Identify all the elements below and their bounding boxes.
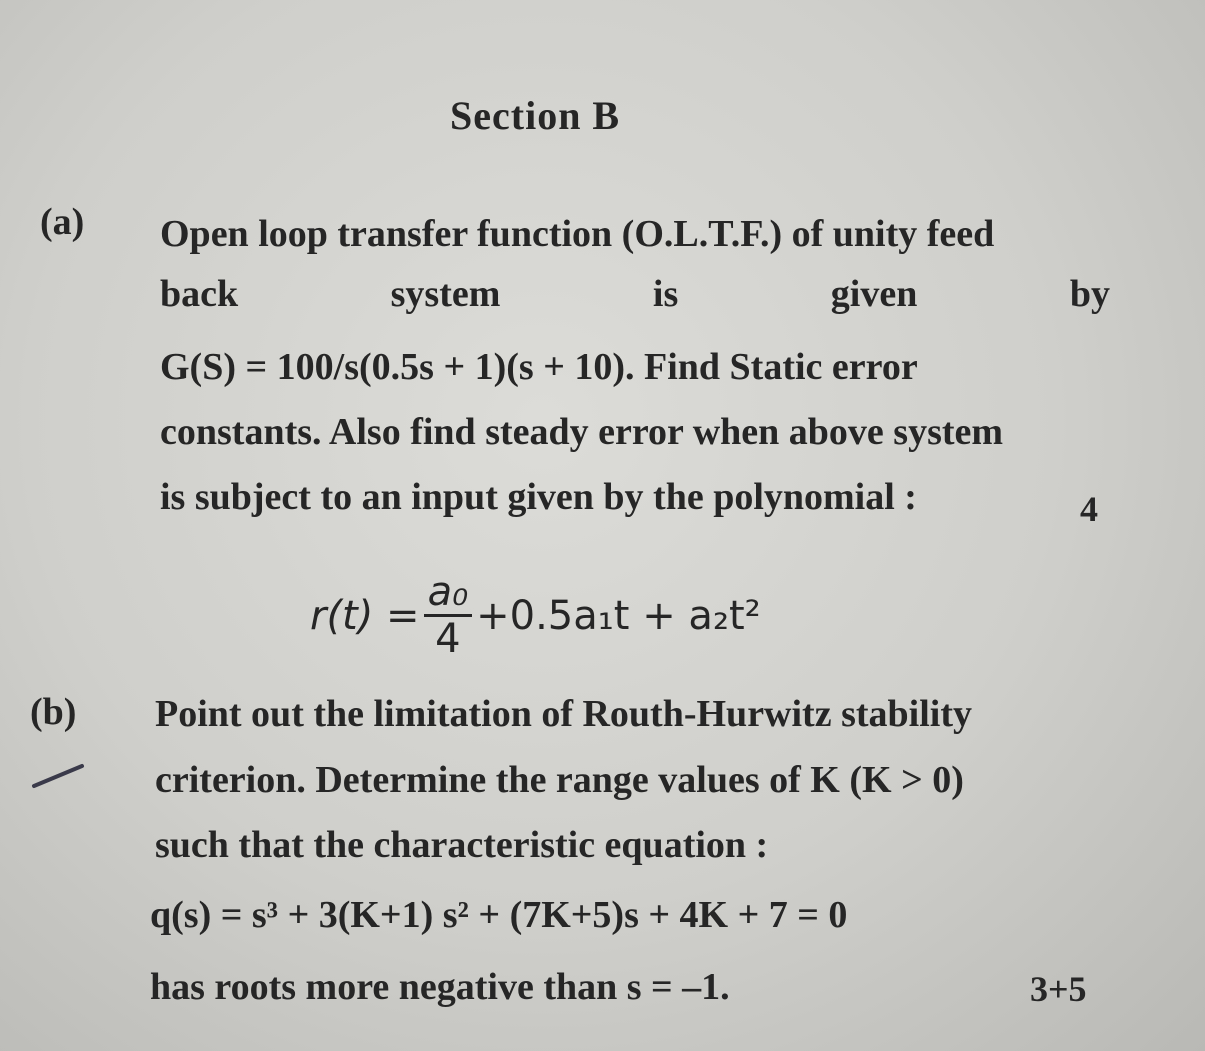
section-title: Section B <box>450 93 621 138</box>
word: system <box>390 273 501 315</box>
pen-tick-mark <box>30 760 90 790</box>
question-b-line-3: such that the characteristic equation : <box>155 824 769 866</box>
formula-fraction <box>424 570 473 661</box>
formula-denominator: 4 <box>435 616 461 662</box>
question-a-label: (a) <box>40 201 85 243</box>
question-a-line-1: Open loop transfer function (O.L.T.F.) of unity feed <box>160 213 995 255</box>
word: back <box>160 273 239 315</box>
input-polynomial-formula <box>310 570 761 661</box>
question-b-label: (b) <box>30 691 77 733</box>
question-a-marks: 4 <box>1080 489 1098 529</box>
formula-lhs: r(t) = <box>310 592 420 639</box>
question-b-line-1: Point out the limitation of Routh-Hurwitz stability <box>155 693 972 735</box>
question-b-line-4: q(s) = s³ + 3(K+1) s² + (7K+5)s + 4K + 7 = 0 <box>150 894 848 936</box>
question-a-line-4: constants. Also find steady error when above system <box>160 411 1004 453</box>
formula-numerator: a₀ <box>424 570 473 617</box>
word: by <box>1069 273 1110 315</box>
question-b-line-5: has roots more negative than s = –1. <box>150 966 730 1008</box>
word: is <box>652 273 679 315</box>
question-a-line-2 <box>160 272 1110 316</box>
question-a-line-5: is subject to an input given by the polynomial : <box>160 476 917 518</box>
formula-rhs: +0.5a₁t + a₂t² <box>476 592 761 639</box>
question-a-line-3: G(S) = 100/s(0.5s + 1)(s + 10). Find Static error <box>160 346 918 388</box>
question-b-line-2: criterion. Determine the range values of K (K > 0) <box>155 759 964 801</box>
word: given <box>830 273 918 315</box>
question-b-marks: 3+5 <box>1030 969 1087 1009</box>
